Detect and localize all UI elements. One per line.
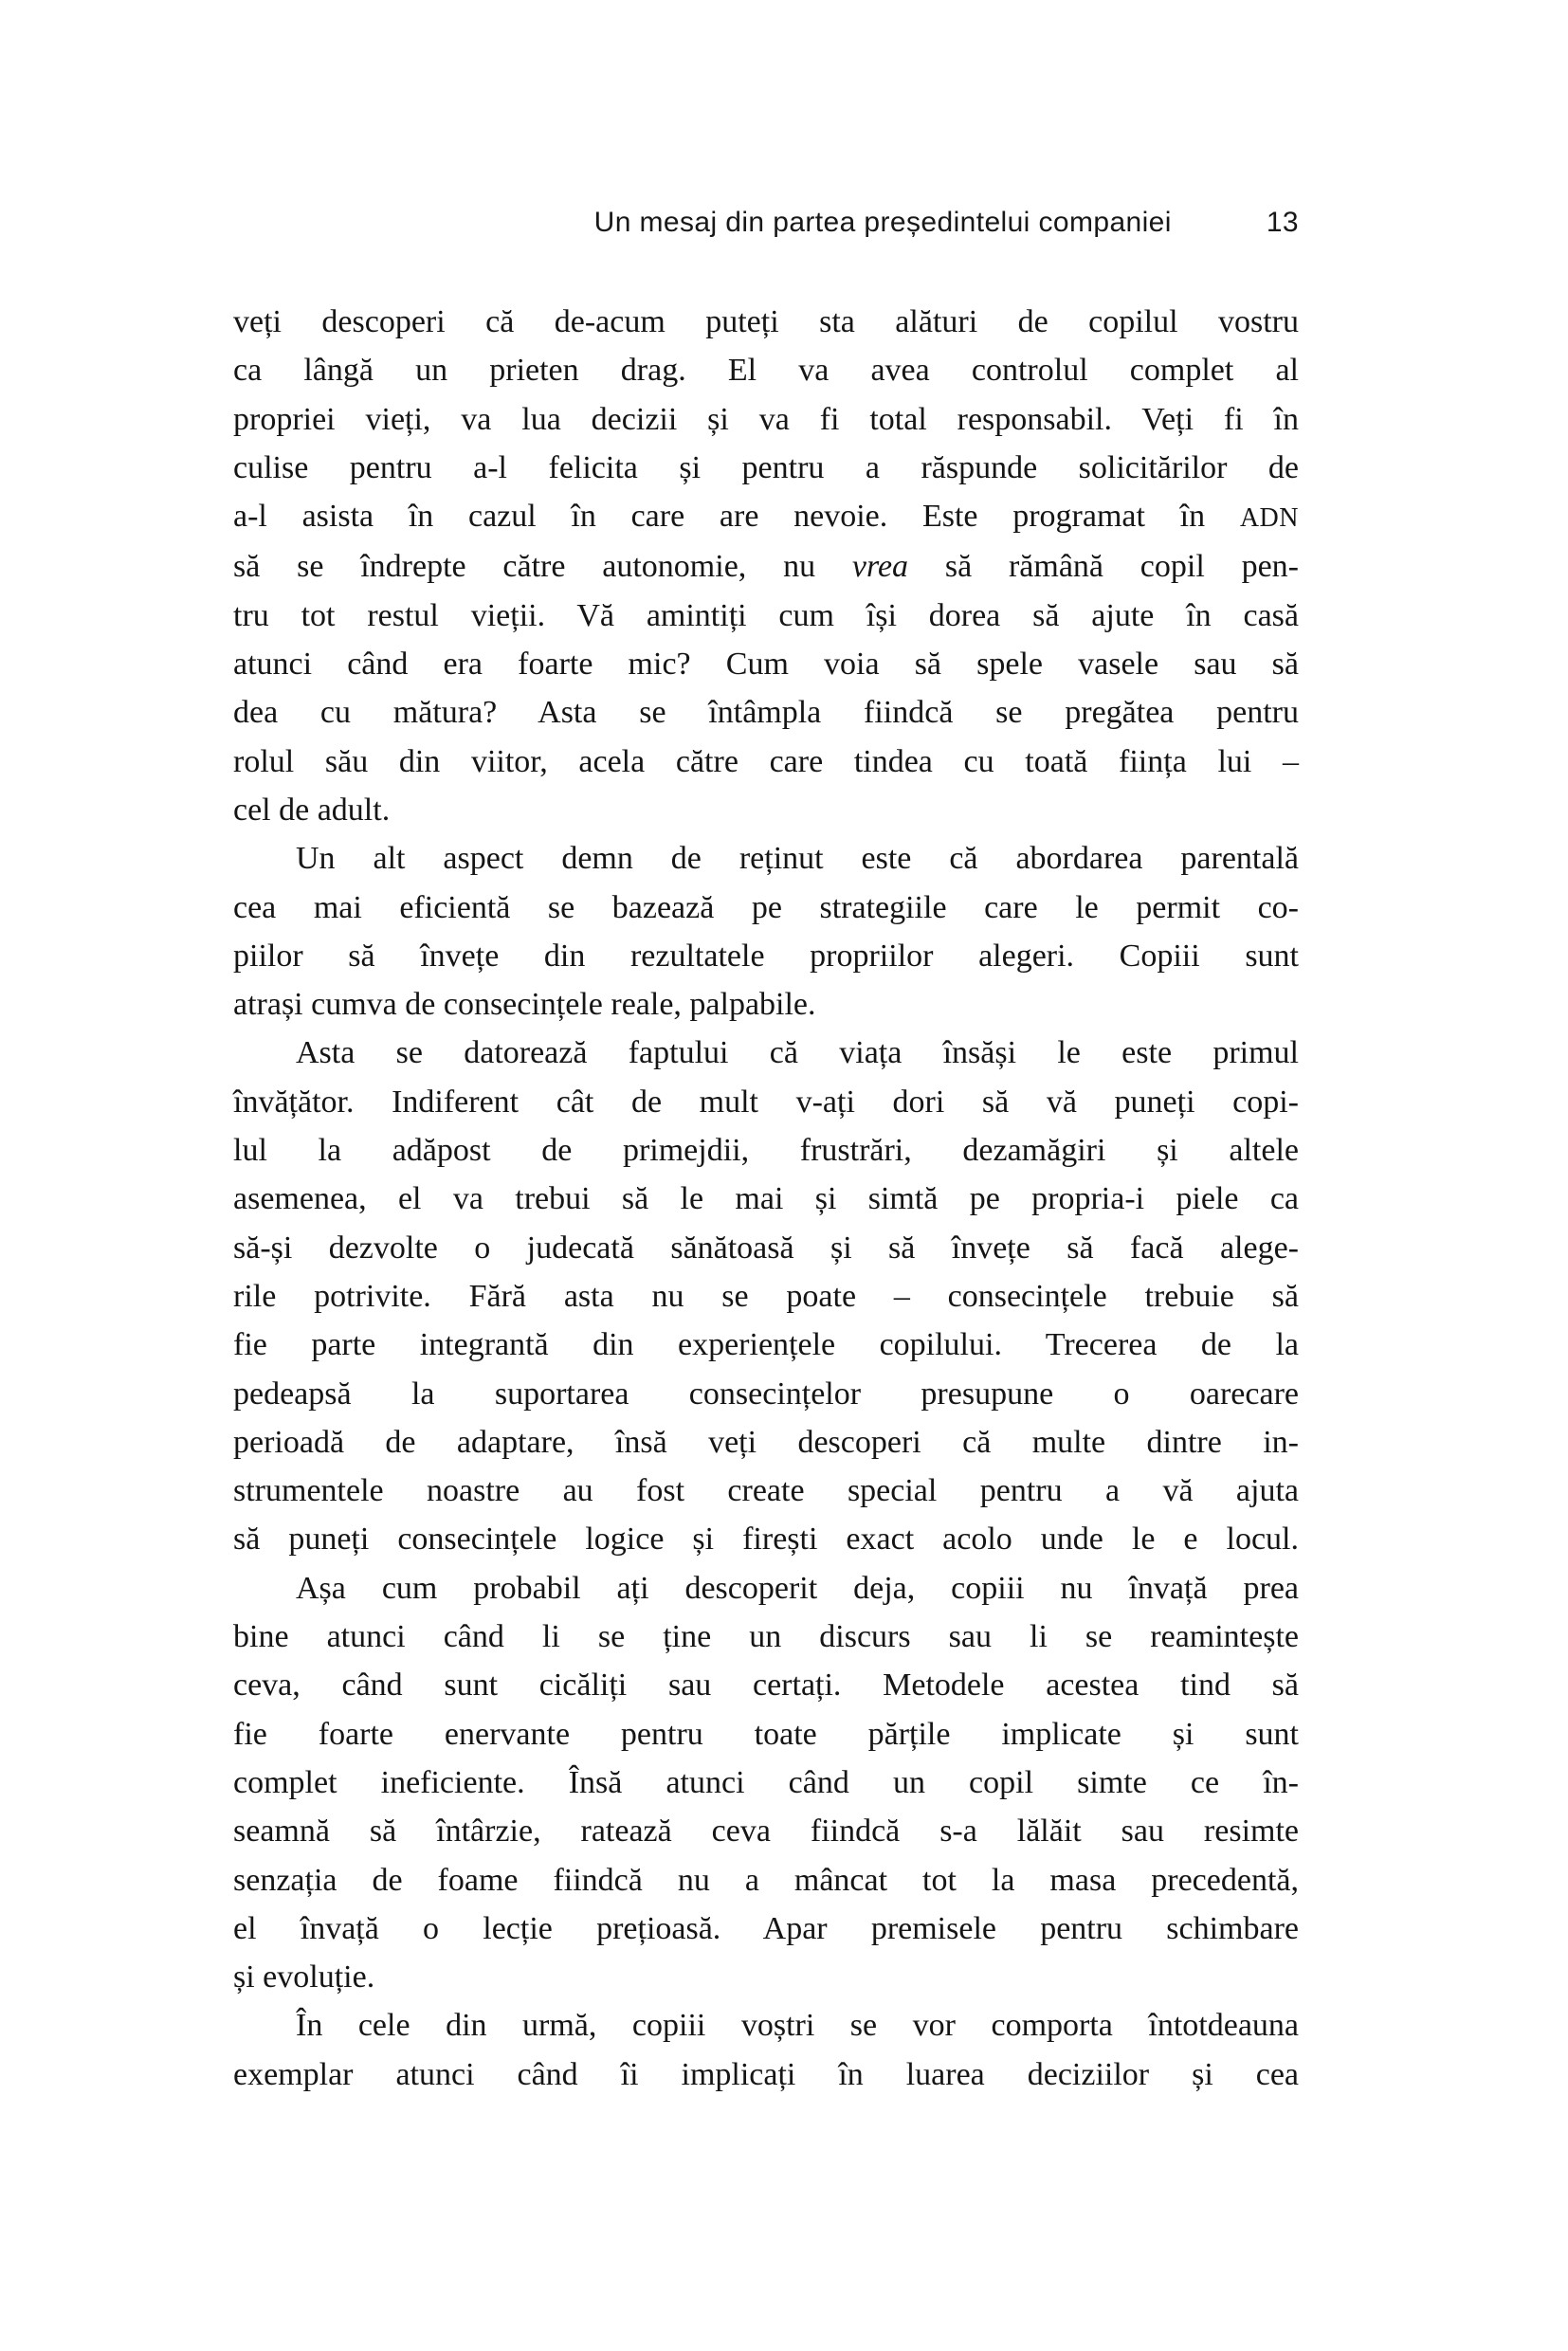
text-line bbox=[233, 395, 1299, 444]
text-segment: seamnă să întârzie, ratează ceva fiindcă s-a lălăit sau resimte bbox=[233, 1813, 1299, 1850]
text-line bbox=[233, 1224, 1299, 1272]
text-line bbox=[233, 1418, 1299, 1467]
text-segment: rolul său din viitor, acela către care tindea cu toată ființa lui – bbox=[233, 743, 1299, 779]
text-segment: a-l asista în cazul în care are nevoie. Este programat în bbox=[233, 499, 1240, 535]
text-line bbox=[233, 688, 1299, 737]
text-segment: complet ineficiente. Însă atunci când un copil simte ce în- bbox=[233, 1764, 1299, 1800]
text-segment: bine atunci când li se ține un discurs sau li se reamintește bbox=[233, 1619, 1299, 1655]
text-segment: să rămână copil pen- bbox=[908, 549, 1299, 585]
text-line bbox=[233, 2001, 1299, 2050]
text-segment: exemplar atunci când îi implicați în luarea deciziilor și cea bbox=[233, 2056, 1299, 2092]
text-segment-italic: vrea bbox=[851, 549, 909, 585]
text-segment: senzația de foame fiindcă nu a mâncat tot la masa precedentă, bbox=[233, 1862, 1299, 1898]
text-line bbox=[233, 346, 1299, 394]
text-segment: culise pentru a-l felicita și pentru a răspunde solicitărilor de bbox=[233, 449, 1299, 485]
text-segment: Asta se datorează faptului că viața însăși le este primul bbox=[296, 1035, 1299, 1071]
text-line bbox=[233, 884, 1299, 932]
text-segment: asemenea, el va trebui să le mai și simtă pe propria-i piele ca bbox=[233, 1181, 1299, 1217]
text-segment-smallcaps: ADN bbox=[1239, 503, 1299, 534]
text-line bbox=[233, 1321, 1299, 1369]
text-segment: strumentele noastre au fost create special pentru a vă ajuta bbox=[233, 1473, 1299, 1509]
text-line bbox=[233, 1807, 1299, 1855]
text-segment: veți descoperi că de-acum puteți sta alături de copilul vostru bbox=[233, 304, 1299, 339]
text-segment: dea cu mătura? Asta se întâmpla fiindcă se pregătea pentru bbox=[233, 695, 1299, 731]
text-segment: să-și dezvolte o judecată sănătoasă și să învețe să facă alege- bbox=[233, 1230, 1299, 1266]
text-segment: pedeapsă la suportarea consecințelor presupune o oarecare bbox=[233, 1376, 1299, 1412]
text-segment: ca lângă un prieten drag. El va avea controlul complet al bbox=[233, 353, 1299, 389]
text-segment: În cele din urmă, copiii voștri se vor comporta întotdeauna bbox=[296, 2008, 1299, 2044]
text-segment: tru tot restul vieții. Vă amintiți cum își dorea să ajute în casă bbox=[233, 597, 1299, 633]
text-line bbox=[233, 1661, 1299, 1709]
page-header bbox=[233, 205, 1299, 241]
text-segment: atunci când era foarte mic? Cum voia să spele vasele sau să bbox=[233, 647, 1299, 683]
text-segment: perioadă de adaptare, însă veți descoperi că multe dintre in- bbox=[233, 1424, 1299, 1460]
text-segment: Un alt aspect demn de reținut este că abordarea parentală bbox=[296, 841, 1299, 877]
text-segment: piilor să învețe din rezultatele propriilor alegeri. Copiii sunt bbox=[233, 938, 1299, 974]
text-line bbox=[233, 542, 1299, 591]
text-line bbox=[233, 932, 1299, 980]
text-segment: ceva, când sunt cicăliți sau certați. Metodele acestea tind să bbox=[233, 1668, 1299, 1704]
text-segment: fie parte integrantă din experiențele copilului. Trecerea de la bbox=[233, 1327, 1299, 1363]
text-line bbox=[233, 1515, 1299, 1563]
text-line bbox=[233, 1029, 1299, 1077]
text-segment: Așa cum probabil ați descoperit deja, copiii nu învață prea bbox=[296, 1570, 1299, 1606]
text-line bbox=[233, 2050, 1299, 2099]
text-segment: fie foarte enervante pentru toate părțile implicate și sunt bbox=[233, 1716, 1299, 1752]
text-line bbox=[233, 1564, 1299, 1613]
text-line bbox=[233, 980, 1299, 1029]
text-line bbox=[233, 298, 1299, 346]
text-segment: rile potrivite. Fără asta nu se poate – consecințele trebuie să bbox=[233, 1278, 1299, 1314]
page-number: 13 bbox=[1266, 207, 1299, 238]
text-line bbox=[233, 1710, 1299, 1759]
text-line bbox=[233, 786, 1299, 834]
text-line bbox=[233, 1613, 1299, 1661]
text-segment: cel de adult. bbox=[233, 792, 391, 828]
text-segment: propriei vieți, va lua decizii și va fi total responsabil. Veți fi în bbox=[233, 401, 1299, 437]
text-line bbox=[233, 1126, 1299, 1175]
text-block bbox=[233, 298, 1299, 2099]
text-line bbox=[233, 1370, 1299, 1418]
text-segment: atrași cumva de consecințele reale, palpabile. bbox=[233, 987, 816, 1023]
text-line bbox=[233, 834, 1299, 883]
text-line bbox=[233, 444, 1299, 492]
text-segment: cea mai eficientă se bazează pe strategiile care le permit co- bbox=[233, 889, 1299, 925]
text-segment: și evoluție. bbox=[233, 1959, 375, 1996]
text-line bbox=[233, 1953, 1299, 2001]
text-segment: lul la adăpost de primejdii, frustrări, dezamăgiri și altele bbox=[233, 1133, 1299, 1169]
text-line bbox=[233, 492, 1299, 542]
text-line bbox=[233, 1856, 1299, 1904]
text-line bbox=[233, 1078, 1299, 1126]
text-line bbox=[233, 738, 1299, 786]
text-line bbox=[233, 1272, 1299, 1321]
text-line bbox=[233, 1175, 1299, 1223]
text-segment: el învață o lecție prețioasă. Apar premisele pentru schimbare bbox=[233, 1910, 1299, 1946]
text-line bbox=[233, 592, 1299, 640]
text-line bbox=[233, 1759, 1299, 1807]
text-line bbox=[233, 640, 1299, 688]
text-segment: învățător. Indiferent cât de mult v-ați dori să vă puneți copi- bbox=[233, 1084, 1299, 1120]
text-segment: să se îndrepte către autonomie, nu bbox=[233, 549, 852, 585]
running-head: Un mesaj din partea președintelui companiei bbox=[593, 207, 1172, 238]
text-segment: să puneți consecințele logice și firești exact acolo unde le e locul. bbox=[233, 1522, 1299, 1558]
text-line bbox=[233, 1904, 1299, 1953]
text-line bbox=[233, 1467, 1299, 1515]
